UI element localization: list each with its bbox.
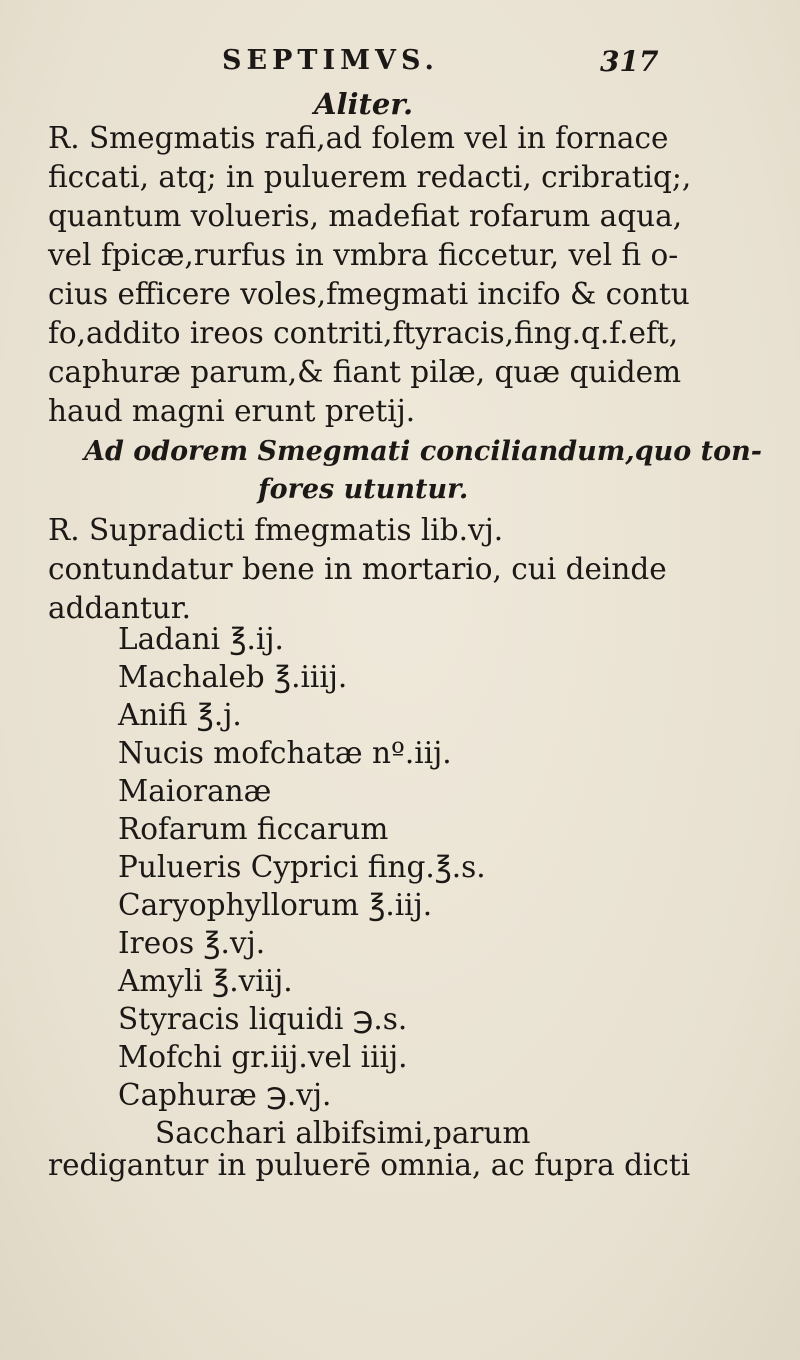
section-heading-line1: Ad odorem Smegmati conciliandum,quo ton-	[84, 436, 762, 467]
text-line: contundatur bene in mortario, cui deinde	[48, 552, 667, 586]
ingredient-item: Mofchi gr.iij.vel iiij.	[118, 1040, 408, 1074]
section-heading-line2: fores utuntur.	[258, 474, 469, 505]
ingredient-item: Sacchari albifsimi,parum	[155, 1116, 531, 1150]
ingredient-item: Caryophyllorum ℥.iij.	[118, 888, 433, 922]
running-head-title: SEPTIMVS.	[222, 45, 439, 76]
text-line: fo,addito ireos contriti,ftyracis,fing.q.f.eft,	[48, 316, 679, 350]
ingredient-item: Amyli ℥.viij.	[118, 964, 293, 998]
ingredient-item: Caphuræ ℈.vj.	[118, 1078, 332, 1112]
ingredient-item: Ladani ℥.ij.	[118, 622, 284, 656]
text-line: haud magni erunt pretij.	[48, 394, 416, 428]
ingredient-item: Rofarum ficcarum	[118, 812, 389, 846]
text-line: vel fpicæ,rurfus in vmbra ficcetur, vel fi o-	[48, 238, 679, 272]
text-line: R. Supradicti fmegmatis lib.vj.	[48, 513, 504, 547]
ingredient-item: Machaleb ℥.iiij.	[118, 660, 348, 694]
ingredient-item: Pulueris Cyprici fing.℥.s.	[118, 850, 486, 884]
text-line: cius efficere voles,fmegmati incifo & contu	[48, 277, 690, 311]
text-line: R. Smegmatis rafi,ad folem vel in fornace	[48, 121, 669, 155]
section-heading-aliter: Aliter.	[314, 87, 414, 121]
ingredient-item: Maioranæ	[118, 774, 272, 808]
text-line: addantur.	[48, 591, 192, 625]
ingredient-item: Anifi ℥.j.	[118, 698, 242, 732]
text-line: quantum volueris, madefiat rofarum aqua,	[48, 199, 683, 233]
text-line: redigantur in puluerē omnia, ac fupra dicti	[48, 1148, 691, 1182]
text-line: caphuræ parum,& fiant pilæ, quæ quidem	[48, 355, 682, 389]
page-number: 317	[600, 45, 659, 78]
running-head	[0, 45, 800, 85]
ingredient-item: Ireos ℥.vj.	[118, 926, 266, 960]
ingredient-item: Styracis liquidi ℈.s.	[118, 1002, 408, 1036]
text-line: ficcati, atq; in puluerem redacti, cribratiq;,	[48, 160, 692, 194]
ingredient-item: Nucis mofchatæ nº.iij.	[118, 736, 452, 770]
